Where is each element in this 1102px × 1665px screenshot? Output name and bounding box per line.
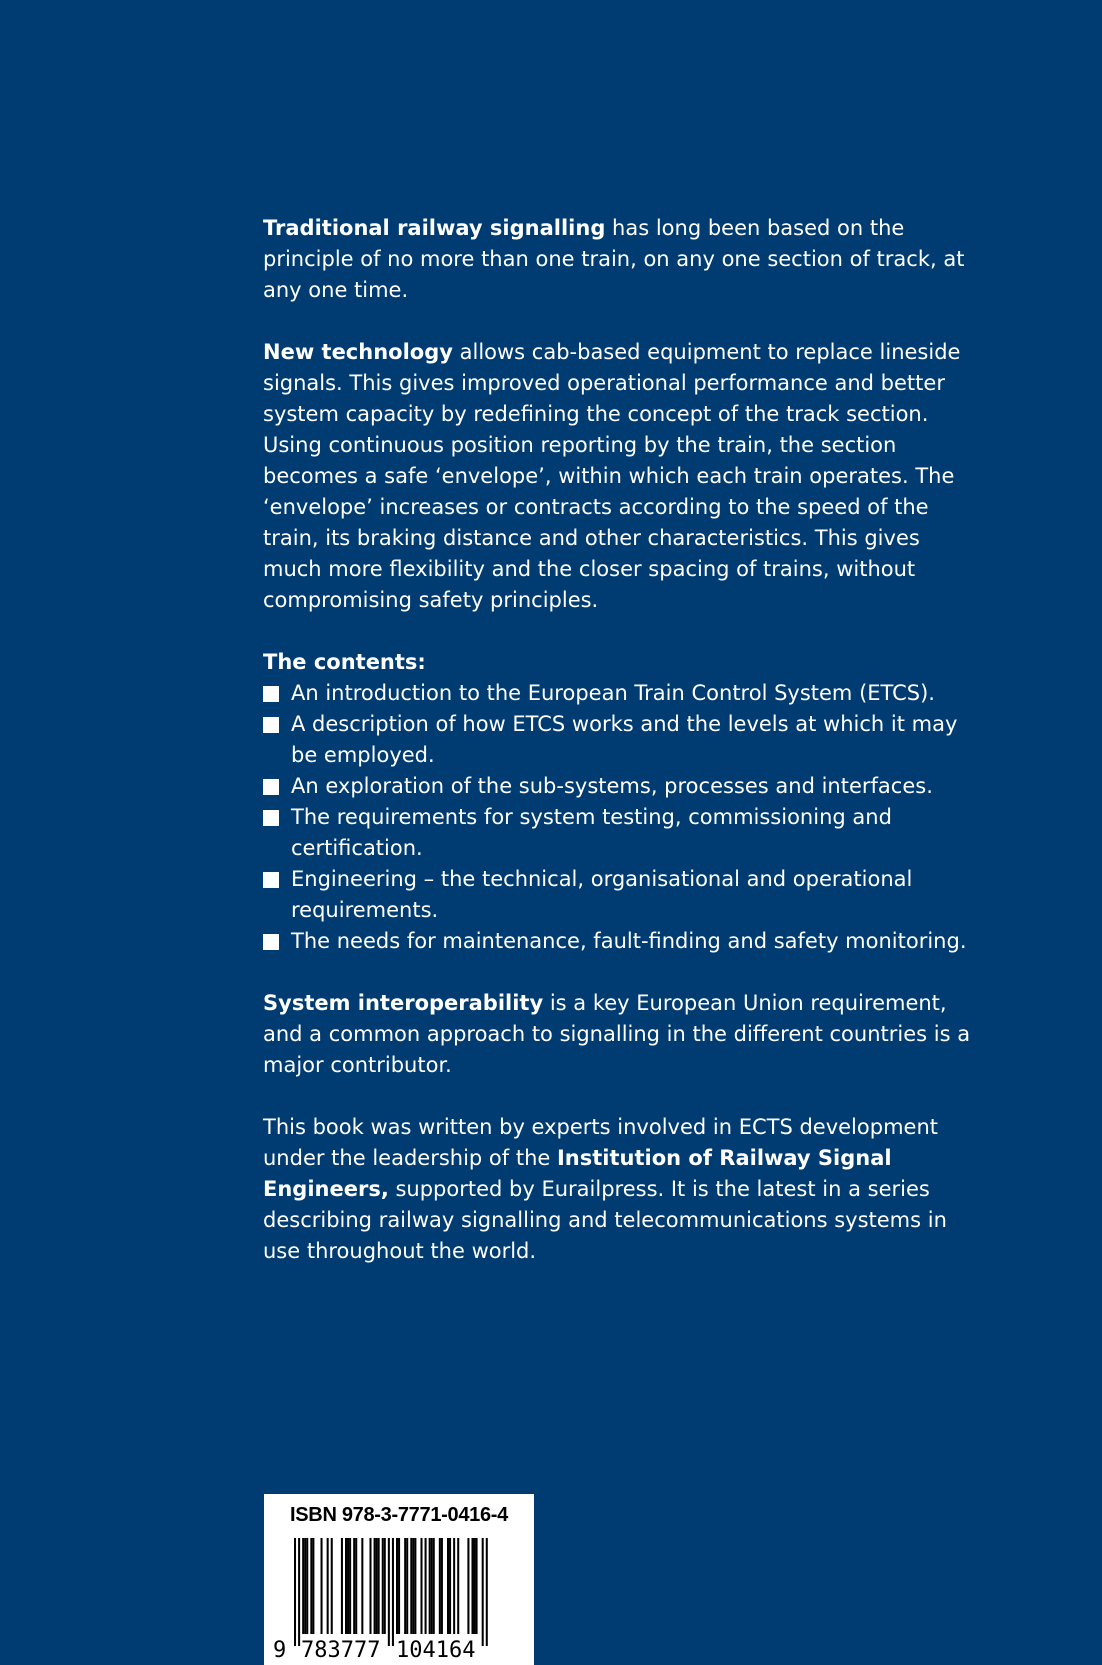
interoperability-paragraph: [263, 988, 983, 1081]
barcode-bar: [457, 1538, 459, 1634]
barcode-bar: [429, 1538, 431, 1634]
barcode-bar: [327, 1538, 329, 1634]
barcode-bar: [398, 1538, 400, 1634]
barcode-bar: [404, 1538, 406, 1634]
list-item-text: An introduction to the European Train Control System (ETCS).: [291, 681, 935, 705]
back-cover-text: [263, 213, 983, 1298]
barcode-bar: [341, 1538, 343, 1634]
barcode-bar: [361, 1538, 363, 1634]
square-bullet-icon: [263, 872, 279, 888]
barcode-bars: [294, 1538, 488, 1646]
barcode-bar: [420, 1538, 422, 1634]
barcode-bar: [425, 1538, 427, 1634]
list-item: [263, 709, 983, 771]
barcode-first-digit: 9: [273, 1638, 287, 1663]
barcode-bar: [431, 1538, 433, 1634]
barcode-graphic: [264, 1494, 534, 1665]
barcode-left-digits: 783777: [301, 1638, 381, 1663]
list-item: [263, 678, 983, 709]
square-bullet-icon: [263, 686, 279, 702]
barcode-bar: [447, 1538, 449, 1634]
barcode-bar: [312, 1538, 314, 1634]
barcode-bar: [453, 1538, 455, 1634]
barcode-bar: [331, 1538, 333, 1634]
barcode-guard-bar: [482, 1538, 484, 1646]
barcode-bar: [433, 1538, 435, 1634]
barcode-bar: [355, 1538, 357, 1634]
isbn-label: ISBN 978-3-7771-0416-4: [290, 1504, 508, 1526]
intro-text: has long been based on the principle of no more than one train, on any one section of track, at any one time.: [263, 216, 965, 302]
barcode-bar: [412, 1538, 414, 1634]
barcode-bar: [441, 1538, 443, 1634]
square-bullet-icon: [263, 934, 279, 950]
barcode-bar: [369, 1538, 371, 1634]
intro-paragraph: [263, 213, 983, 306]
barcode-bar: [449, 1538, 451, 1634]
barcode-guard-bar: [392, 1538, 394, 1646]
barcode-bar: [302, 1538, 304, 1634]
barcode-bar: [439, 1538, 441, 1634]
barcode-bar: [474, 1538, 476, 1634]
isbn-barcode: [264, 1494, 534, 1665]
technology-paragraph: [263, 337, 983, 616]
list-item: [263, 771, 983, 802]
interoperability-lead: System interoperability: [263, 991, 544, 1015]
square-bullet-icon: [263, 779, 279, 795]
barcode-bar: [384, 1538, 386, 1634]
list-item-text: The requirements for system testing, commissioning and certification.: [291, 805, 892, 860]
barcode-guard-bar: [298, 1538, 300, 1646]
barcode-bar: [349, 1538, 351, 1634]
list-item: [263, 926, 983, 957]
contents-heading: The contents:: [263, 650, 426, 674]
barcode-bar: [376, 1538, 378, 1634]
square-bullet-icon: [263, 717, 279, 733]
barcode-bar: [374, 1538, 376, 1634]
list-item-text: Engineering – the technical, organisational and operational requirements.: [291, 867, 913, 922]
barcode-bar: [406, 1538, 408, 1634]
barcode-bar: [410, 1538, 412, 1634]
square-bullet-icon: [263, 810, 279, 826]
technology-lead: New technology: [263, 340, 453, 364]
barcode-guard-bar: [486, 1538, 488, 1646]
barcode-bar: [382, 1538, 384, 1634]
barcode-bar: [345, 1538, 347, 1634]
barcode-bar: [471, 1538, 473, 1634]
barcode-bar: [476, 1538, 478, 1634]
closing-paragraph: [263, 1112, 983, 1267]
barcode-bar: [306, 1538, 308, 1634]
list-item-text: An exploration of the sub-systems, processes and interfaces.: [291, 774, 933, 798]
closing-text-after: supported by Eurailpress. It is the latest in a series describing railway signalling and telecommunications systems in use throughout the world.: [263, 1177, 947, 1263]
barcode-bar: [347, 1538, 349, 1634]
list-item-text: The needs for maintenance, fault-finding and safety monitoring.: [291, 929, 967, 953]
intro-lead: Traditional railway signalling: [263, 216, 606, 240]
contents-list: [263, 678, 983, 957]
interoperability-text: is a key European Union requirement, and a common approach to signalling in the different countries is a major contributor.: [263, 991, 971, 1077]
barcode-bar: [310, 1538, 312, 1634]
barcode-right-digits: 104164: [396, 1638, 476, 1663]
barcode-bar: [304, 1538, 306, 1634]
technology-text: allows cab-based equipment to replace lineside signals. This gives improved operational performance and better system capacity by redefining the concept of the track section. Using continuous position reporting by the train, the section becomes a safe ‘envelope’, within which each train operates. The ‘envelope’ increases or contracts according to the speed of the train, its braking distance and other characteristics. This gives much more flexibility and the closer spacing of trains, without compromising safety principles.: [263, 340, 961, 612]
barcode-bar: [353, 1538, 355, 1634]
closing-text-before: This book was written by experts involved in ECTS development under the leadership of the: [263, 1115, 938, 1170]
barcode-bar: [467, 1538, 469, 1634]
institution-name: Institution of Railway Signal Engineers,: [263, 1146, 892, 1201]
barcode-bar: [321, 1538, 323, 1634]
barcode-bar: [414, 1538, 416, 1634]
list-item: [263, 802, 983, 864]
list-item: [263, 864, 983, 926]
barcode-guard-bar: [388, 1538, 390, 1646]
barcode-bar: [378, 1538, 380, 1634]
barcode-guard-bar: [294, 1538, 296, 1646]
barcode-bar: [396, 1538, 398, 1634]
list-item-text: A description of how ETCS works and the levels at which it may be employed.: [291, 712, 958, 767]
